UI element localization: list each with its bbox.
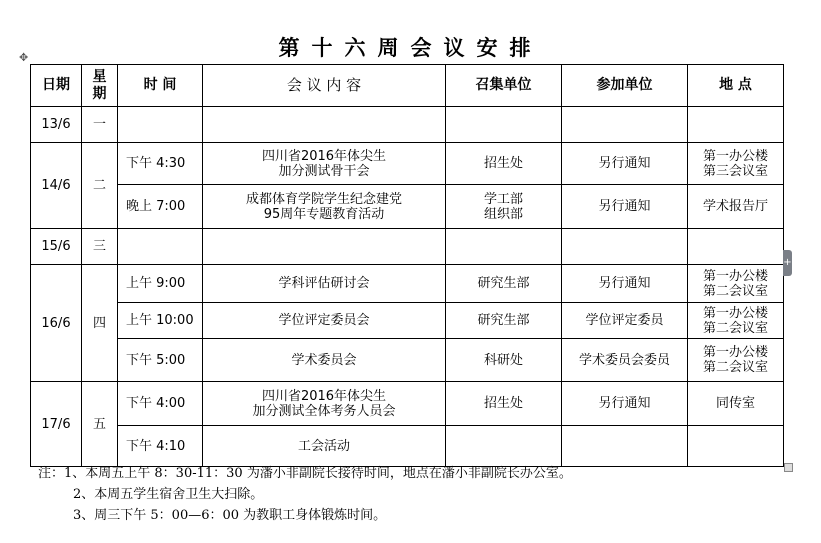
participants-cell: 学位评定委员: [562, 303, 688, 339]
weekday-cell: 五: [82, 382, 118, 467]
participants-cell: [562, 229, 688, 265]
time-cell: 晚上 7:00: [118, 185, 203, 229]
convener-cell: [446, 229, 562, 265]
location-cell: 第一办公楼 第三会议室: [688, 143, 784, 185]
content-cell: 成都体育学院学生纪念建党 95周年专题教育活动: [203, 185, 446, 229]
participants-cell: [562, 107, 688, 143]
time-cell: 上午 10:00: [118, 303, 203, 339]
content-cell: [203, 107, 446, 143]
date-cell: 17/6: [31, 382, 82, 467]
table-row: [31, 143, 784, 185]
note-3: 3、周三下午 5：00—6：00 为教职工身体锻炼时间。: [73, 508, 387, 523]
participants-cell: 另行通知: [562, 185, 688, 229]
participants-cell: [562, 426, 688, 467]
location-cell: [688, 107, 784, 143]
participants-cell: 另行通知: [562, 382, 688, 426]
location-cell: 学术报告厅: [688, 185, 784, 229]
time-cell: 上午 9:00: [118, 265, 203, 303]
schedule-body: [31, 107, 784, 467]
convener-cell: 研究生部: [446, 265, 562, 303]
convener-cell: 招生处: [446, 143, 562, 185]
date-cell: 16/6: [31, 265, 82, 382]
weekday-cell: 三: [82, 229, 118, 265]
note-2: 2、本周五学生宿舍卫生大扫除。: [73, 487, 264, 502]
convener-cell: 科研处: [446, 339, 562, 382]
time-cell: [118, 107, 203, 143]
location-cell: 第一办公楼 第二会议室: [688, 265, 784, 303]
date-cell: 15/6: [31, 229, 82, 265]
table-row: [31, 185, 784, 229]
participants-cell: 另行通知: [562, 265, 688, 303]
content-cell: 工会活动: [203, 426, 446, 467]
table-row: [31, 229, 784, 265]
participants-cell: 另行通知: [562, 143, 688, 185]
weekday-cell: 四: [82, 265, 118, 382]
date-cell: 14/6: [31, 143, 82, 229]
note-1: 注：1、本周五上午 8：30-11：30 为潘小非副院长接待时间，地点在潘小非副院长办公室。: [38, 466, 572, 481]
time-cell: 下午 5:00: [118, 339, 203, 382]
table-row: [31, 426, 784, 467]
move-cross-icon[interactable]: ✥: [19, 51, 29, 64]
location-cell: 同传室: [688, 382, 784, 426]
header-content: 会 议 内 容: [203, 65, 446, 107]
schedule-table: [30, 64, 784, 467]
convener-cell: 招生处: [446, 382, 562, 426]
time-cell: 下午 4:30: [118, 143, 203, 185]
header-weekday-text: 星期: [92, 68, 107, 102]
header-location: 地 点: [688, 65, 784, 107]
table-row: [31, 382, 784, 426]
table-row: [31, 339, 784, 382]
convener-cell: 研究生部: [446, 303, 562, 339]
notes-section: [38, 463, 798, 526]
date-cell: 13/6: [31, 107, 82, 143]
weekday-cell: 二: [82, 143, 118, 229]
table-row: [31, 265, 784, 303]
location-cell: [688, 229, 784, 265]
table-row: [31, 303, 784, 339]
page-title: 第十六周会议安排: [278, 35, 543, 60]
header-participants: 参加单位: [562, 65, 688, 107]
participants-cell: 学术委员会委员: [562, 339, 688, 382]
weekday-cell: 一: [82, 107, 118, 143]
header-weekday: [82, 65, 118, 107]
content-cell: 四川省2016年体尖生 加分测试全体考务人员会: [203, 382, 446, 426]
table-row: [31, 107, 784, 143]
add-tab-icon[interactable]: +: [783, 250, 792, 276]
header-convener: 召集单位: [446, 65, 562, 107]
convener-cell: 学工部 组织部: [446, 185, 562, 229]
time-cell: 下午 4:00: [118, 382, 203, 426]
header-time: 时 间: [118, 65, 203, 107]
location-cell: 第一办公楼 第二会议室: [688, 339, 784, 382]
content-cell: [203, 229, 446, 265]
time-cell: [118, 229, 203, 265]
header-date: 日期: [31, 65, 82, 107]
header-row: [31, 65, 784, 107]
convener-cell: [446, 107, 562, 143]
content-cell: 学位评定委员会: [203, 303, 446, 339]
content-cell: 学术委员会: [203, 339, 446, 382]
location-cell: 第一办公楼 第二会议室: [688, 303, 784, 339]
convener-cell: [446, 426, 562, 467]
time-cell: 下午 4:10: [118, 426, 203, 467]
content-cell: 四川省2016年体尖生 加分测试骨干会: [203, 143, 446, 185]
location-cell: [688, 426, 784, 467]
content-cell: 学科评估研讨会: [203, 265, 446, 303]
